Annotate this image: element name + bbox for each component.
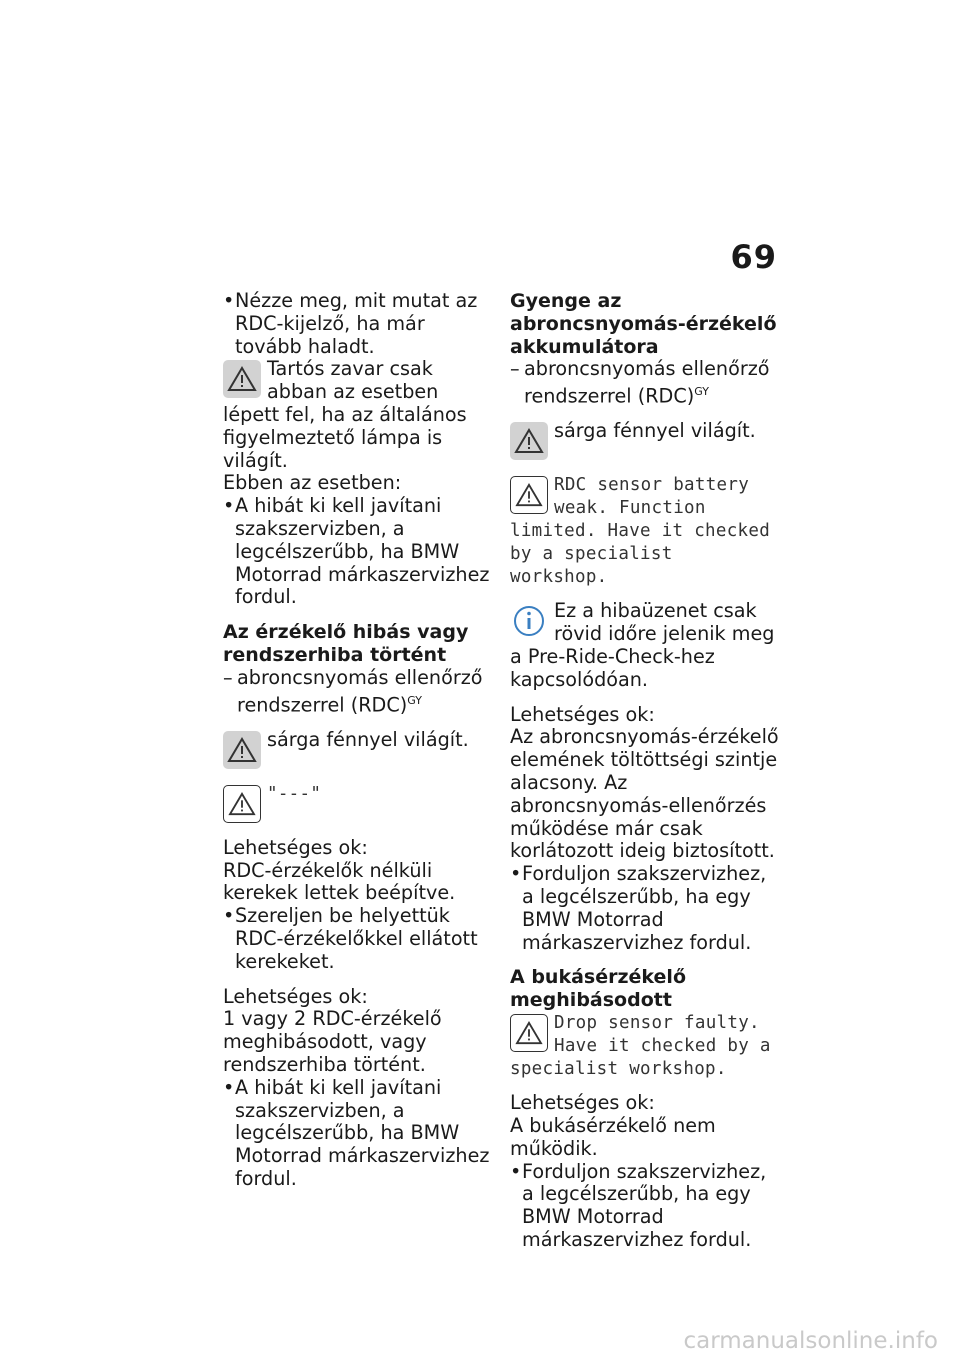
warning-triangle-outline-icon xyxy=(510,1014,548,1052)
message-row xyxy=(510,474,780,588)
warning-triangle-outline-icon xyxy=(223,785,261,823)
info-note xyxy=(510,600,780,691)
rdc-system-line xyxy=(510,358,780,408)
instruction-repair: • A hibát ki kell javítani szakszervizben, a legcélszerűbb, ha BMW Motorrad márkaszervizhez fordul. xyxy=(223,1077,493,1191)
possible-cause-text: A bukásérzékelő nem működik. xyxy=(510,1114,716,1160)
rdc-system-text: abroncsnyomás ellenőrző rendszerrel (RDC) xyxy=(237,665,483,716)
page-number: 69 xyxy=(730,238,777,276)
instruction-check-rdc: • Nézze meg, mit mutat az RDC-kijelző, ha már tovább haladt. xyxy=(223,290,493,358)
yellow-light-row xyxy=(510,420,780,443)
warning-triangle-icon xyxy=(510,422,548,460)
note-text: Tartós zavar csak abban az esetben lépett fel, ha az általános figyelmeztető lámpa is világít. xyxy=(223,357,467,472)
info-icon xyxy=(510,602,548,640)
rdc-system-sup: GY xyxy=(407,693,422,707)
instruction-repair: • A hibát ki kell javítani szakszervizben, a legcélszerűbb, ha BMW Motorrad márkaszervizhez fordul. xyxy=(223,495,493,609)
rdc-system-line xyxy=(223,667,493,717)
display-message: Drop sensor faulty. Have it checked by a specialist workshop. xyxy=(510,1012,771,1079)
yellow-light-row xyxy=(223,729,493,752)
message-row xyxy=(510,1012,780,1080)
display-message: RDC sensor battery weak. Function limited. Have it checked by a specialist workshop. xyxy=(510,475,771,587)
possible-cause-label: Lehetséges ok: xyxy=(223,835,368,859)
possible-cause-label: Lehetséges ok: xyxy=(223,984,368,1008)
possible-cause-text: 1 vagy 2 RDC-érzékelő meghibásodott, vagy rendszerhiba történt. xyxy=(223,1007,442,1076)
possible-cause-label: Lehetséges ok: xyxy=(510,702,655,726)
case-intro: Ebben az esetben: xyxy=(223,471,402,495)
section-heading-sensor-fault: Az érzékelő hibás vagy rendszerhiba történt xyxy=(223,621,469,666)
warning-triangle-outline-icon xyxy=(510,476,548,514)
warning-triangle-icon xyxy=(223,360,261,398)
warning-note xyxy=(223,358,493,472)
rdc-system-text: abroncsnyomás ellenőrző rendszerrel (RDC) xyxy=(524,357,770,408)
section-heading-drop-sensor: A bukásérzékelő meghibásodott xyxy=(510,966,686,1012)
instruction-fit-wheels: • Szereljen be helyettük RDC-érzékelőkkel ellátott kerekeket. xyxy=(223,905,493,973)
info-text: Ez a hibaüzenet csak rövid időre jelenik meg a Pre-Ride-Check-hez kapcsolódóan. xyxy=(510,599,775,691)
section-heading-battery: Gyenge az abroncsnyomás-érzékelő akkumulátora xyxy=(510,290,777,358)
instruction-workshop: • Forduljon szakszervizhez, a legcélszerűbb, ha egy BMW Motorrad márkaszervizhez fordul. xyxy=(510,863,780,954)
yellow-light-text: sárga fénnyel világít. xyxy=(554,419,756,443)
possible-cause-text: RDC-érzékelők nélküli kerekek lettek beépítve. xyxy=(223,858,456,905)
yellow-light-text: sárga fénnyel világít. xyxy=(267,727,469,751)
display-row xyxy=(223,783,493,806)
watermark: carmanualsonline.info xyxy=(683,1328,938,1354)
instruction-workshop: • Forduljon szakszervizhez, a legcélszerűbb, ha egy BMW Motorrad márkaszervizhez fordul. xyxy=(510,1161,780,1252)
warning-triangle-icon xyxy=(223,731,261,769)
possible-cause-label: Lehetséges ok: xyxy=(510,1091,655,1115)
right-column xyxy=(510,290,780,1252)
rdc-system-sup: GY xyxy=(694,385,709,399)
possible-cause-text: Az abroncsnyomás-érzékelő elemének töltöttségi szintje alacsony. Az abroncsnyomás-ellenőrzés működése már csak korlátozott ideig biztosított. xyxy=(510,725,779,863)
left-column xyxy=(223,290,493,1191)
display-value: "---" xyxy=(267,783,322,804)
